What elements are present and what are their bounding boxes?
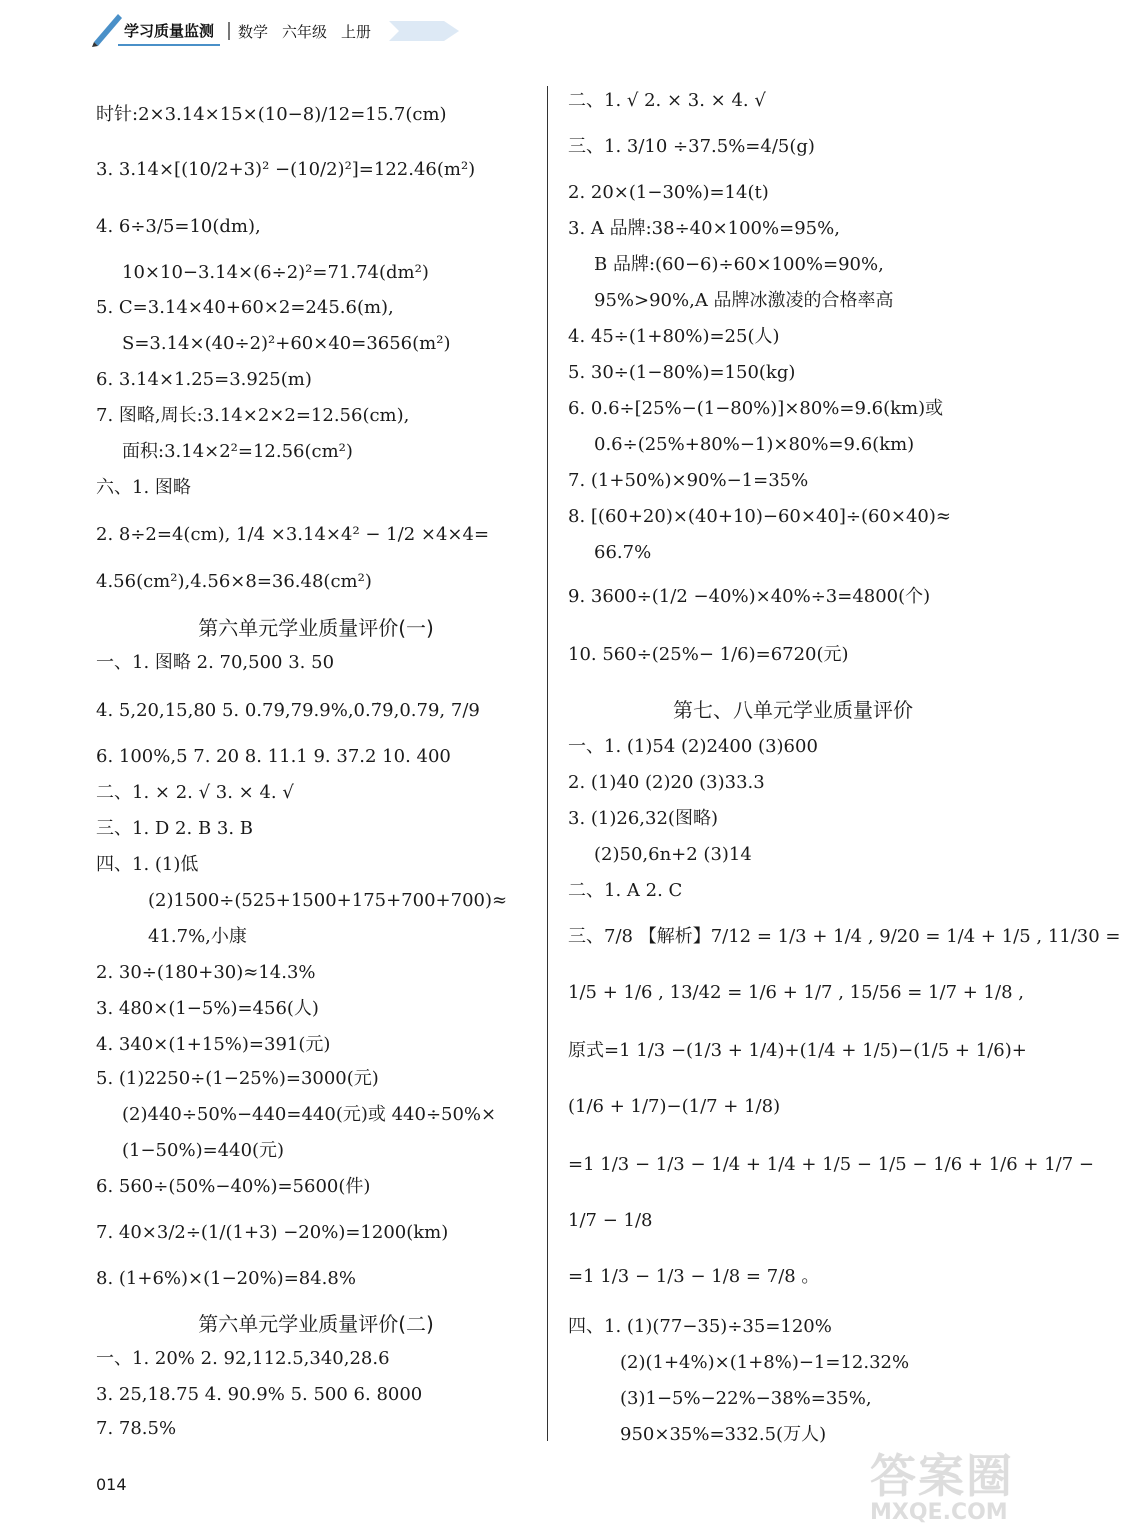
watermark-text: 答案圈 [870, 1449, 1014, 1503]
answer-line: (1/6 + 1/7)−(1/7 + 1/8) [568, 1096, 781, 1117]
answer-line: 7. (1+50%)×90%−1=35% [568, 470, 809, 491]
answer-line: 2. 30÷(180+30)≈14.3% [96, 962, 316, 983]
answer-line: 8. (1+6%)×(1−20%)=84.8% [96, 1268, 356, 1289]
answer-line: 3. 25,18.75 4. 90.9% 5. 500 6. 8000 [96, 1384, 423, 1405]
answer-line: 95%>90%,A 品牌冰激凌的合格率高 [594, 290, 894, 311]
answer-line: 7. 78.5% [96, 1418, 177, 1439]
section-title: 第七、八单元学业质量评价 [673, 698, 913, 722]
answer-line: 6. 0.6÷[25%−(1−80%)]×80%=9.6(km)或 [568, 398, 944, 419]
answer-line: 面积:3.14×2²=12.56(cm²) [122, 441, 353, 462]
header-grade: 六年级 [282, 22, 328, 41]
answer-line: 二、1. × 2. √ 3. × 4. √ [96, 782, 294, 803]
answer-line: 950×35%=332.5(万人) [620, 1424, 827, 1445]
answer-line: 5. 30÷(1−80%)=150(kg) [568, 362, 796, 383]
watermark-url: MXQE.COM [870, 1500, 1008, 1525]
page-header [96, 14, 459, 48]
answer-line: (2)440÷50%−440=440(元)或 440÷50%× [122, 1104, 497, 1125]
section-title: 第六单元学业质量评价(一) [198, 616, 434, 640]
header-tag: 学习质量监测 [118, 17, 220, 46]
answer-line: 4. 45÷(1+80%)=25(人) [568, 326, 780, 347]
answer-line: 原式=1 1/3 −(1/3 + 1/4)+(1/4 + 1/5)−(1/5 + 1/6)+ [568, 1040, 1027, 1061]
column-divider [547, 86, 548, 1441]
section-title: 第六单元学业质量评价(二) [198, 1312, 434, 1336]
answer-line: 一、1. 图略 2. 70,500 3. 50 [96, 652, 335, 673]
answer-line: (3)1−5%−22%−38%=35%, [620, 1388, 872, 1409]
answer-line: 四、1. (1)低 [96, 854, 199, 875]
answer-line: 三、1. D 2. B 3. B [96, 818, 254, 839]
answer-line: 10×10−3.14×(6÷2)²=71.74(dm²) [122, 262, 429, 283]
answer-line: 2. 8÷2=4(cm), 1/4 ×3.14×4² − 1/2 ×4×4= [96, 524, 490, 545]
answer-line: 7. 图略,周长:3.14×2×2=12.56(cm), [96, 405, 410, 426]
answer-line: 时针:2×3.14×15×(10−8)/12=15.7(cm) [96, 104, 447, 125]
answer-line: 三、1. 3/10 ÷37.5%=4/5(g) [568, 136, 815, 157]
answer-line: 一、1. (1)54 (2)2400 (3)600 [568, 736, 818, 757]
answer-line: 3. A 品牌:38÷40×100%=95%, [568, 218, 840, 239]
answer-line: 4. 340×(1+15%)=391(元) [96, 1034, 331, 1055]
answer-line: 1/5 + 1/6 , 13/42 = 1/6 + 1/7 , 15/56 = 1/7 + 1/8 , [568, 982, 1024, 1003]
answer-line: 3. 480×(1−5%)=456(人) [96, 998, 319, 1019]
answer-line: 8. [(60+20)×(40+10)−60×40]÷(60×40)≈ [568, 506, 951, 527]
answer-line: 10. 560÷(25%− 1/6)=6720(元) [568, 644, 849, 665]
answer-line: (2)50,6n+2 (3)14 [594, 844, 752, 865]
header-divider [228, 22, 230, 40]
answer-line: 3. 3.14×[(10/2+3)² −(10/2)²]=122.46(m²) [96, 159, 476, 180]
answer-line: S=3.14×(40÷2)²+60×40=3656(m²) [122, 333, 451, 354]
answer-line: (2)(1+4%)×(1+8%)−1=12.32% [620, 1352, 910, 1373]
answer-line: 6. 100%,5 7. 20 8. 11.1 9. 37.2 10. 400 [96, 746, 451, 767]
answer-line: 2. 20×(1−30%)=14(t) [568, 182, 769, 203]
header-arrow-decoration [389, 21, 459, 41]
answer-line: 5. (1)2250÷(1−25%)=3000(元) [96, 1068, 379, 1089]
answer-line: (1−50%)=440(元) [122, 1140, 285, 1161]
answer-line: 9. 3600÷(1/2 −40%)×40%÷3=4800(个) [568, 586, 931, 607]
page-number: 014 [96, 1475, 127, 1494]
answer-line: =1 1/3 − 1/3 − 1/8 = 7/8 。 [568, 1266, 820, 1287]
answer-line: 0.6÷(25%+80%−1)×80%=9.6(km) [594, 434, 915, 455]
answer-line: 4. 6÷3/5=10(dm), [96, 216, 261, 237]
answer-line: 二、1. A 2. C [568, 880, 683, 901]
answer-line: 4.56(cm²),4.56×8=36.48(cm²) [96, 571, 372, 592]
answer-line: 2. (1)40 (2)20 (3)33.3 [568, 772, 765, 793]
answer-line: 7. 40×3/2÷(1/(1+3) −20%)=1200(km) [96, 1222, 449, 1243]
answer-line: (2)1500÷(525+1500+175+700+700)≈ [148, 890, 508, 911]
answer-line: 6. 3.14×1.25=3.925(m) [96, 369, 312, 390]
answer-line: B 品牌:(60−6)÷60×100%=90%, [594, 254, 884, 275]
answer-line: 六、1. 图略 [96, 477, 191, 498]
answer-line: 41.7%,小康 [148, 926, 247, 947]
answer-line: 二、1. √ 2. × 3. × 4. √ [568, 90, 766, 111]
answer-line: 三、7/8 【解析】7/12 = 1/3 + 1/4 , 9/20 = 1/4 + 1/5 , 11/30 = [568, 926, 1121, 947]
answer-line: 6. 560÷(50%−40%)=5600(件) [96, 1176, 371, 1197]
answer-line: 3. (1)26,32(图略) [568, 808, 718, 829]
answer-line: 1/7 − 1/8 [568, 1210, 653, 1231]
watermark-logo [870, 1440, 1030, 1530]
answer-line: 4. 5,20,15,80 5. 0.79̇,79.9%,0.7̇9̇,0.79, 7/9 [96, 700, 480, 721]
header-volume: 上册 [341, 22, 372, 41]
pen-icon [88, 8, 128, 48]
answer-line: 66.7% [594, 542, 652, 563]
header-subject: 数学 [238, 22, 269, 41]
answer-line: 四、1. (1)(77−35)÷35=120% [568, 1316, 832, 1337]
answer-line: 5. C=3.14×40+60×2=245.6(m), [96, 297, 394, 318]
answer-line: 一、1. 20% 2. 92,112.5,340,28.6 [96, 1348, 390, 1369]
answer-line: =1 1/3 − 1/3 − 1/4 + 1/4 + 1/5 − 1/5 − 1/6 + 1/6 + 1/7 − [568, 1154, 1094, 1175]
